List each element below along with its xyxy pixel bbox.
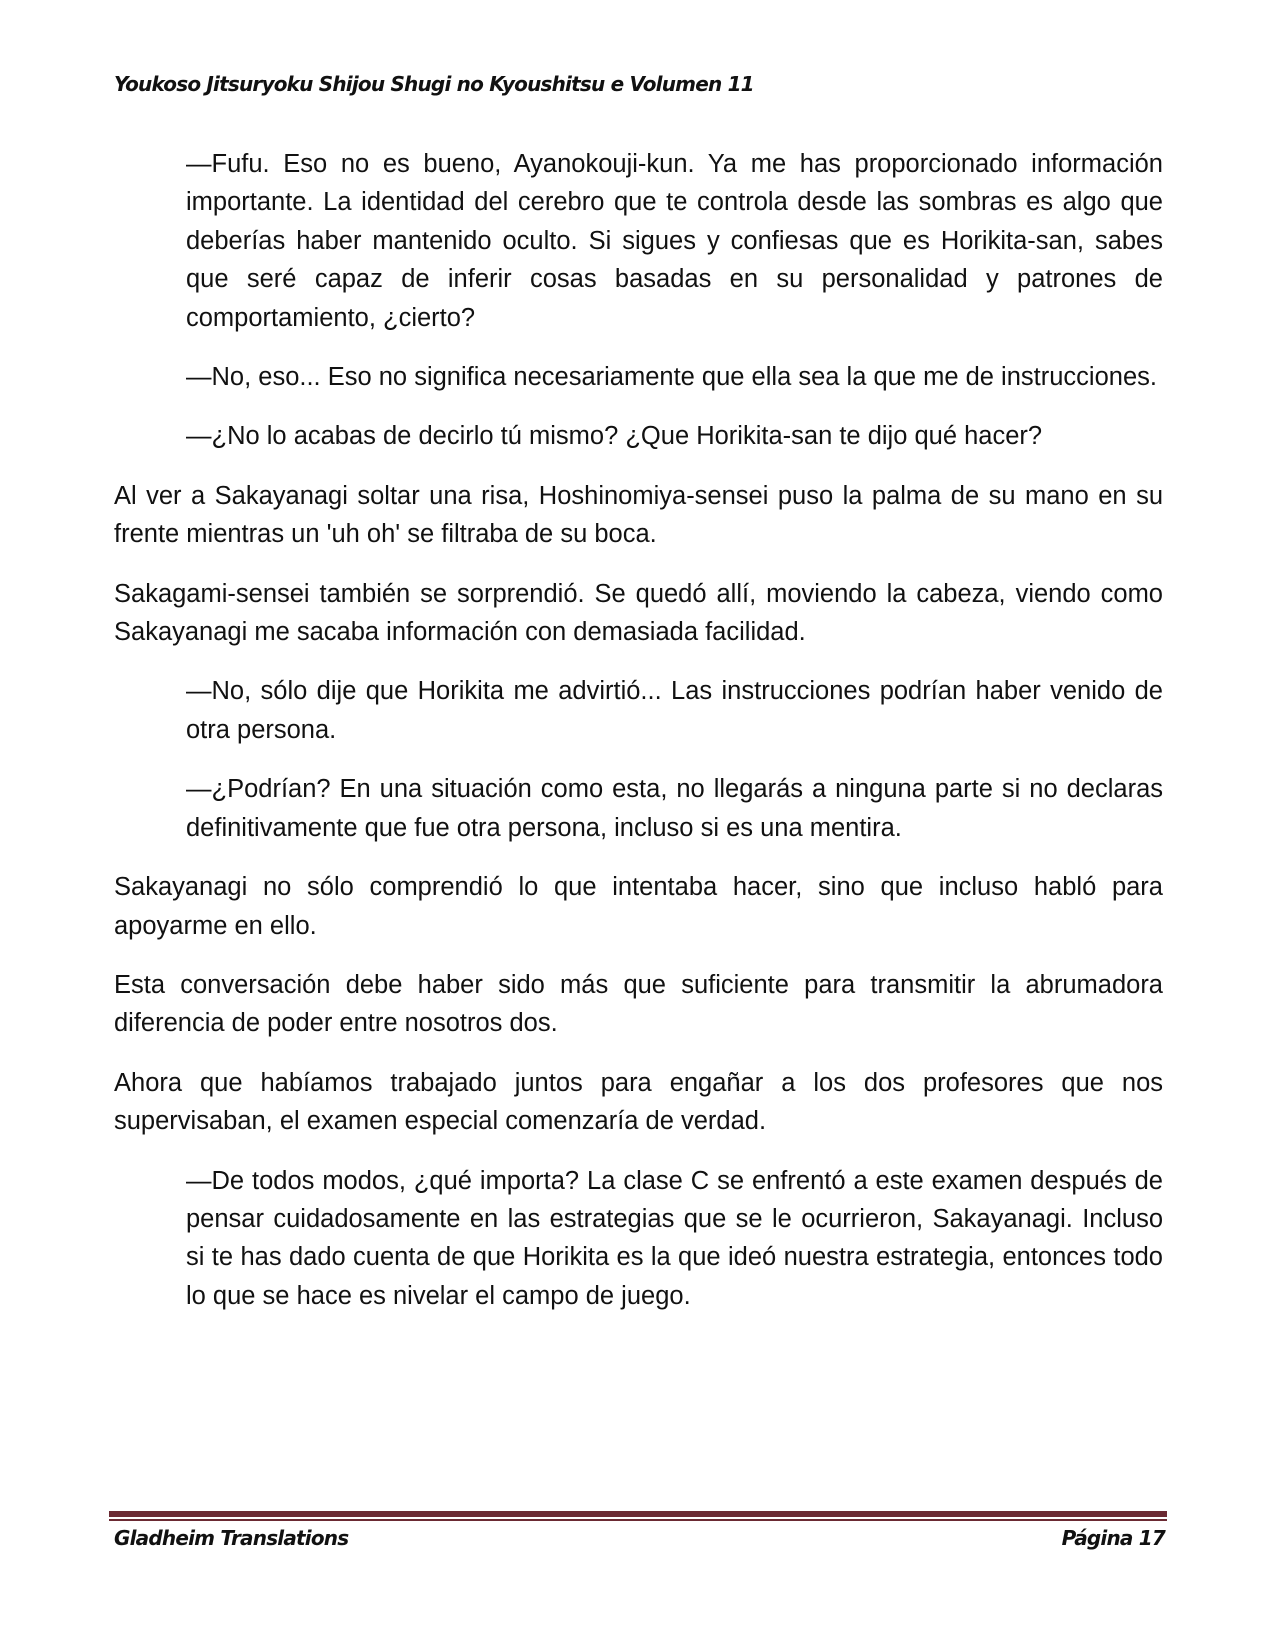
running-header: Youkoso Jitsuryoku Shijou Shugi no Kyoushitsu e Volumen 11	[114, 72, 754, 96]
footer-rule-thin	[109, 1519, 1167, 1521]
dialogue-paragraph: —Fufu. Eso no es bueno, Ayanokouji-kun. Ya me has proporcionado información importante. La identidad del cerebro que te controla desde las sombras es algo que deberías haber mantenido oculto. Si sigues y confiesas que es Horikita-san, sabes que seré capaz de inferir cosas basadas en su personalidad y patrones de comportamiento, ¿cierto?	[186, 150, 1163, 332]
footer-rule-thick	[109, 1511, 1167, 1517]
page-body	[114, 145, 1163, 1336]
narration-paragraph: Ahora que habíamos trabajado juntos para engañar a los dos profesores que nos supervisaban, el examen especial comenzaría de verdad.	[114, 1068, 1163, 1136]
narration-paragraph: Sakayanagi no sólo comprendió lo que intentaba hacer, sino que incluso habló para apoyarme en ello.	[114, 873, 1163, 940]
narration-paragraph: Esta conversación debe haber sido más que suficiente para transmitir la abrumadora diferencia de poder entre nosotros dos.	[114, 970, 1163, 1038]
dialogue-paragraph: —De todos modos, ¿qué importa? La clase C se enfrentó a este examen después de pensar cuidadosamente en las estrategias que se le ocurrieron, Sakayanagi. Incluso si te has dado cuenta de que Horikita es la que ideó nuestra estrategia, entonces todo lo que se hace es nivelar el campo de juego.	[186, 1166, 1163, 1310]
narration-paragraph: Sakagami-sensei también se sorprendió. Se quedó allí, moviendo la cabeza, viendo como Sakayanagi me sacaba información con demasiada facilidad.	[114, 579, 1163, 647]
footer-credit: Gladheim Translations	[114, 1526, 349, 1550]
dialogue-paragraph: —No, eso... Eso no significa necesariamente que ella sea la que me de instrucciones.	[186, 363, 1157, 392]
dialogue-paragraph: —¿No lo acabas de decirlo tú mismo? ¿Que Horikita-san te dijo qué hacer?	[186, 422, 1043, 451]
dialogue-paragraph: —No, sólo dije que Horikita me advirtió... Las instrucciones podrían haber venido de otra persona.	[186, 677, 1163, 744]
page-number: Página 17	[1061, 1526, 1165, 1550]
narration-paragraph: Al ver a Sakayanagi soltar una risa, Hoshinomiya-sensei puso la palma de su mano en su frente mientras un 'uh oh' se filtraba de su boca.	[114, 481, 1163, 549]
dialogue-paragraph: —¿Podrían? En una situación como esta, no llegarás a ninguna parte si no declaras definitivamente que fue otra persona, incluso si es una mentira.	[186, 775, 1163, 842]
